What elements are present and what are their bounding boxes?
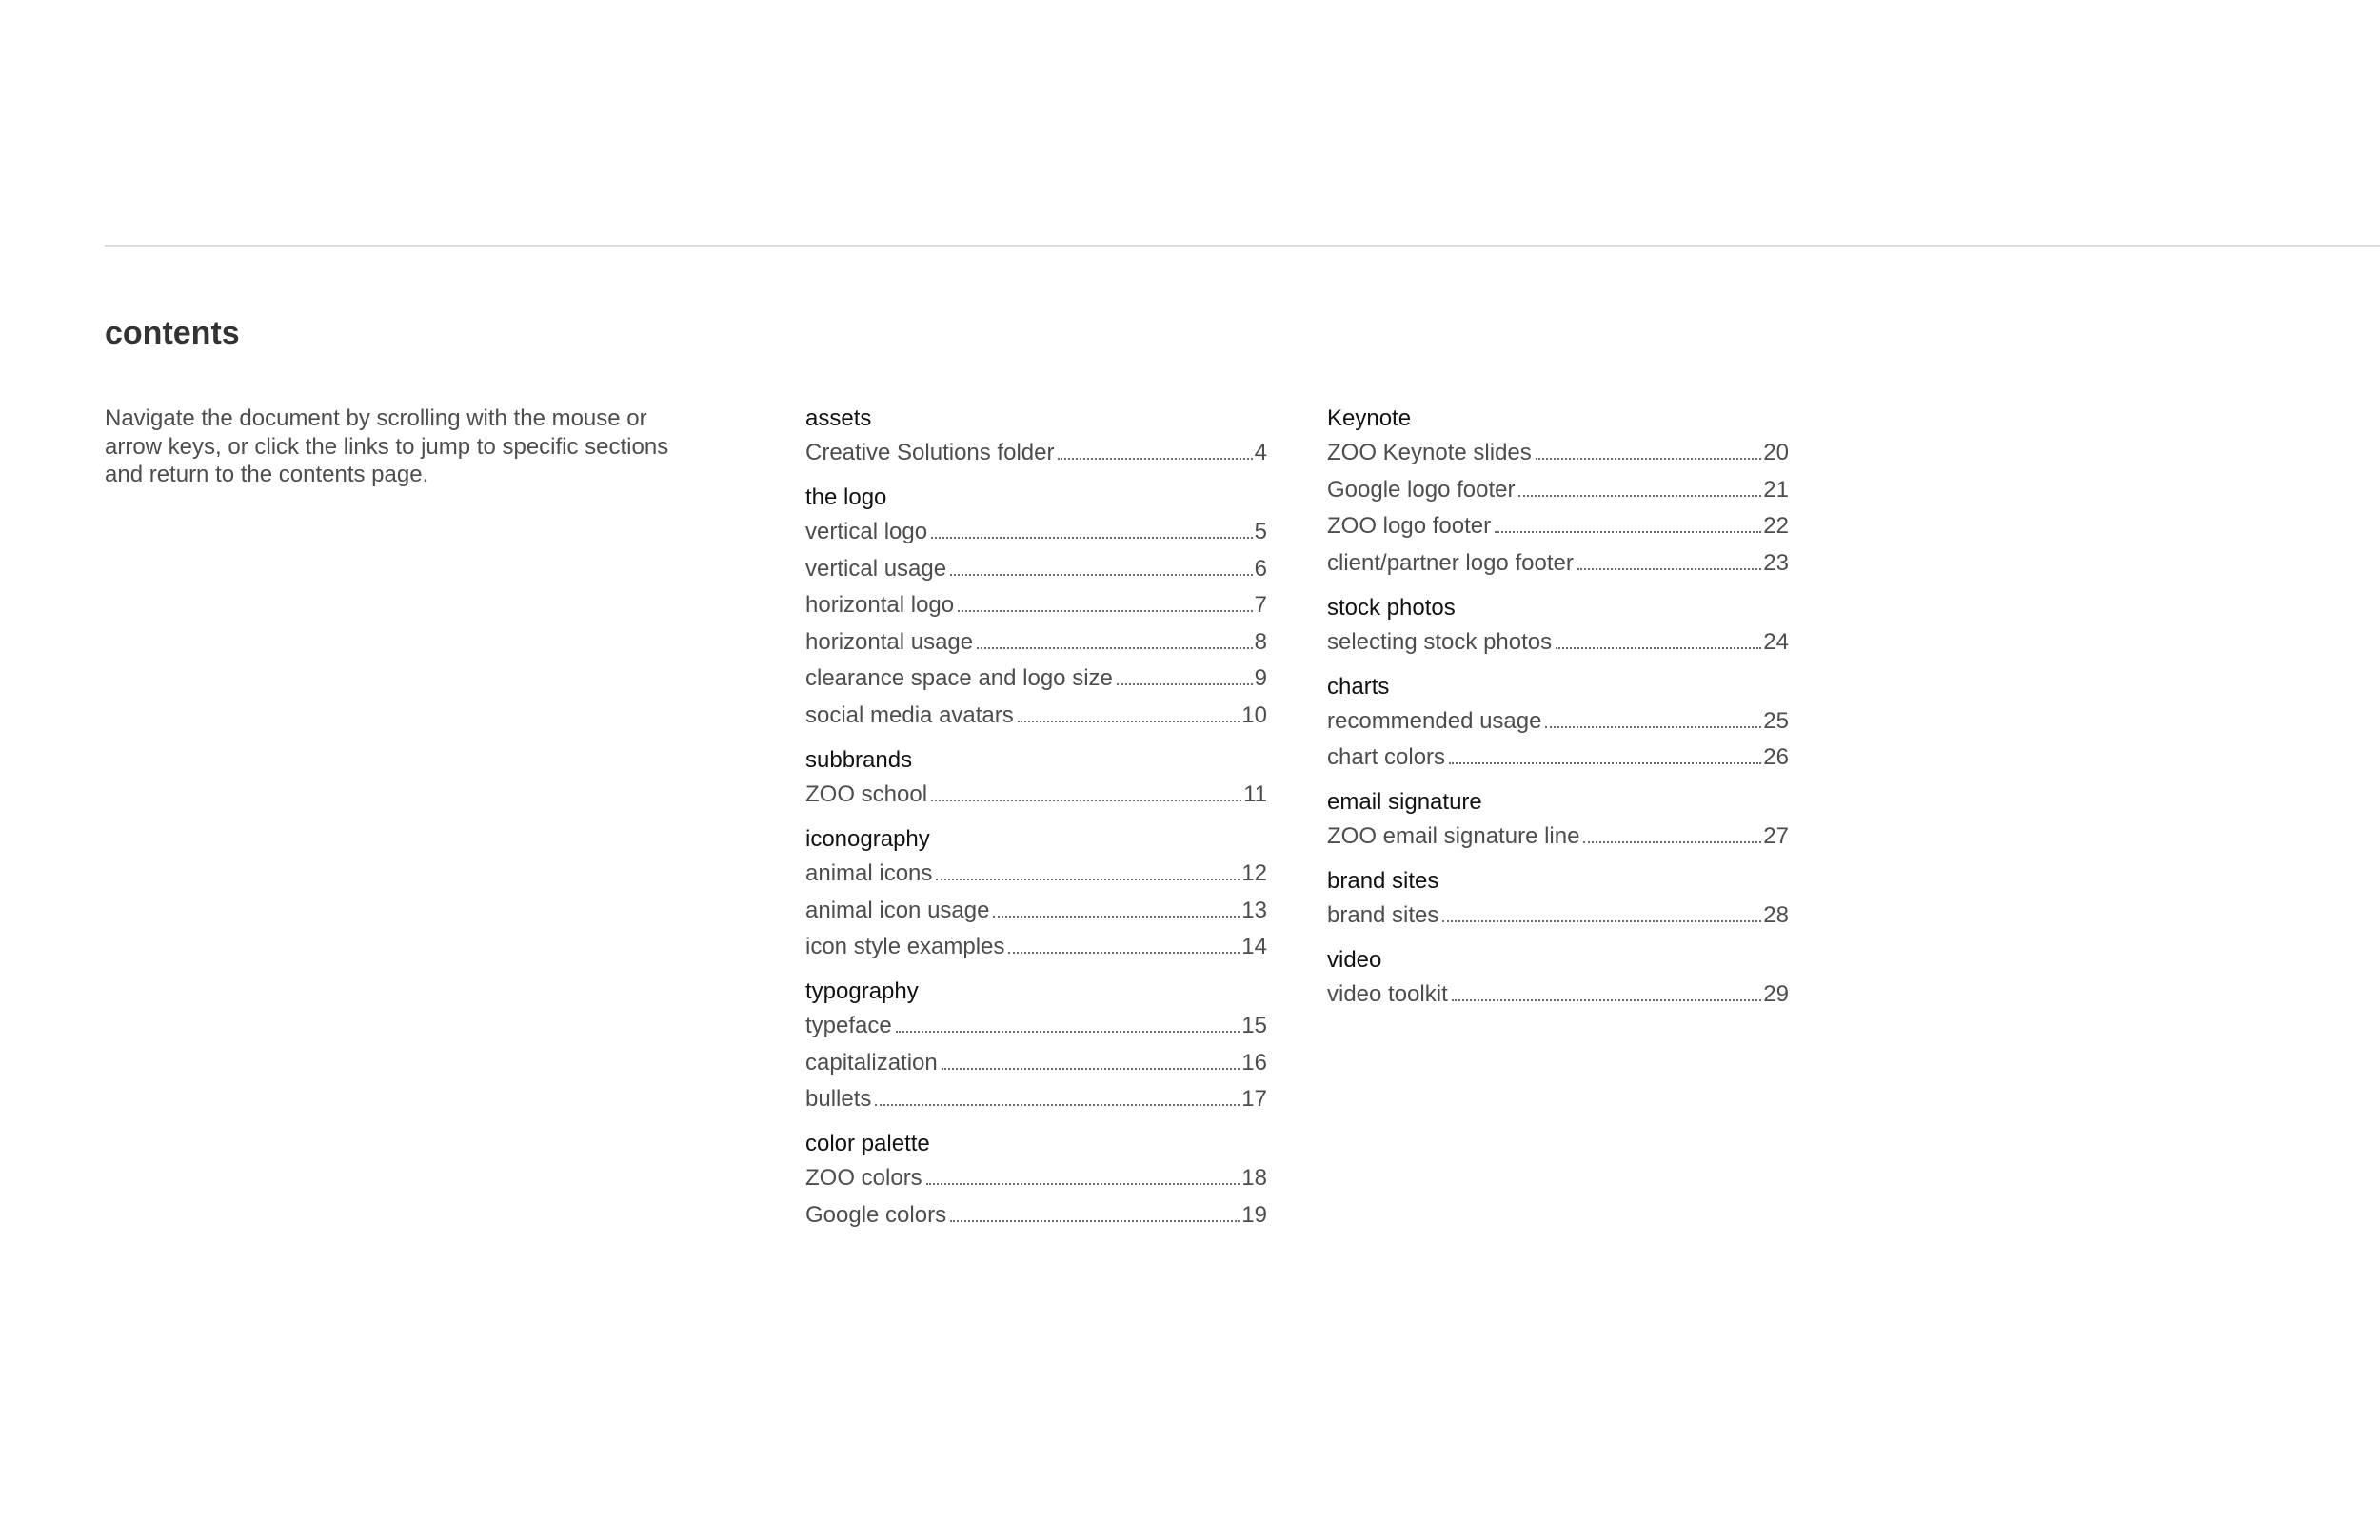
dot-leader [1018,721,1240,722]
toc-page-number: 14 [1241,934,1267,960]
dot-leader [1008,952,1240,954]
toc-page-number: 25 [1763,707,1789,734]
dot-leader [942,1068,1240,1070]
dot-leader [896,1031,1240,1033]
toc-section-title: iconography [805,825,930,852]
toc-section-title: stock photos [1327,594,1456,621]
dot-leader [1518,495,1761,497]
toc-entry-label: ZOO colors [805,1165,922,1192]
dot-leader [1556,647,1761,649]
toc-entry-label: Creative Solutions folder [805,440,1055,465]
toc-link-client-partner-logo-footer[interactable] [1327,549,1789,577]
toc-entry-label: Google colors [805,1201,947,1228]
dot-leader [1495,531,1761,533]
toc-section-subbrands [805,746,1267,808]
toc-link-horizontal-usage[interactable] [805,628,1267,656]
toc-link-recommended-usage[interactable] [1327,707,1789,735]
toc-entry-label: social media avatars [805,701,1014,728]
toc-entry-label: horizontal usage [805,628,974,655]
dot-leader [1442,920,1761,922]
dot-leader [875,1104,1240,1106]
toc-entry-label: vertical logo [805,519,928,544]
toc-link-selecting-stock-photos[interactable] [1327,628,1789,656]
toc-page-number: 18 [1241,1165,1267,1192]
toc-section-keynote [1327,405,1789,577]
toc-section-title: charts [1327,673,1390,700]
toc-entry-label: ZOO logo footer [1327,513,1492,540]
toc-section-title: subbrands [805,746,913,773]
toc-link-zoo-keynote-slides[interactable] [1327,439,1789,466]
dot-leader [1449,762,1761,764]
toc-link-bullets[interactable] [805,1085,1267,1113]
dot-leader [950,574,1253,576]
toc-page-number: 27 [1763,823,1789,850]
toc-entry-label: typeface [805,1013,892,1039]
dot-leader [1577,568,1761,570]
dot-leader [1452,999,1762,1001]
toc-column-left [805,405,1267,1246]
toc-page-number: 9 [1254,665,1267,692]
toc-link-vertical-usage[interactable] [805,555,1267,582]
toc-section-title: typography [805,978,919,1005]
toc-page-number: 15 [1241,1013,1267,1039]
toc-page-number: 16 [1241,1049,1267,1076]
toc-entry-label: chart colors [1327,744,1446,771]
toc-page-number: 29 [1763,981,1789,1008]
toc-entry-label: capitalization [805,1049,938,1076]
dot-leader [1545,726,1761,728]
toc-entry-label: icon style examples [805,934,1005,960]
toc-link-zoo-email-signature-line[interactable] [1327,822,1789,850]
toc-page-number: 28 [1763,902,1789,929]
toc-page-number: 13 [1241,897,1267,923]
toc-entry-label: ZOO school [805,780,928,807]
toc-entry-label: clearance space and logo size [805,665,1113,692]
toc-page-number: 21 [1763,476,1789,503]
toc-entry-label: client/partner logo footer [1327,549,1574,576]
toc-link-creative-solutions-folder[interactable] [805,439,1267,466]
toc-page-number: 11 [1243,780,1267,807]
toc-column-right [1327,405,1789,1025]
toc-section-title: brand sites [1327,868,1439,895]
toc-section-video [1327,946,1789,1008]
toc-page-number: 5 [1254,519,1267,544]
toc-link-icon-style-examples[interactable] [805,933,1267,960]
dot-leader [931,537,1253,539]
toc-section-color-palette [805,1130,1267,1229]
toc-link-chart-colors[interactable] [1327,743,1789,771]
toc-link-zoo-logo-footer[interactable] [1327,512,1789,540]
dot-leader [1058,458,1252,460]
toc-page-number: 22 [1763,513,1789,540]
dot-leader [977,647,1253,649]
toc-link-zoo-colors[interactable] [805,1164,1267,1192]
toc-page-number: 26 [1763,744,1789,771]
toc-link-social-media-avatars[interactable] [805,701,1267,729]
dot-leader [936,879,1240,880]
toc-link-video-toolkit[interactable] [1327,980,1789,1008]
toc-page-number: 4 [1254,440,1267,465]
toc-entry-label: animal icons [805,859,933,886]
dot-leader [1583,841,1761,843]
header-divider [105,245,2380,247]
toc-page-number: 19 [1241,1201,1267,1228]
toc-section-brand-sites [1327,867,1789,929]
dot-leader [1536,458,1762,460]
toc-page-number: 20 [1763,440,1789,465]
toc-section-title: video [1327,947,1382,974]
toc-entry-label: bullets [805,1086,872,1113]
dot-leader [926,1183,1240,1185]
toc-entry-label: selecting stock photos [1327,628,1553,655]
toc-entry-label: recommended usage [1327,707,1542,734]
toc-section-title: email signature [1327,789,1482,816]
toc-entry-label: animal icon usage [805,897,990,923]
toc-page-number: 17 [1241,1086,1267,1113]
toc-link-zoo-school[interactable] [805,780,1267,808]
toc-link-brand-sites[interactable] [1327,901,1789,929]
toc-link-animal-icon-usage[interactable] [805,897,1267,924]
toc-section-title: assets [805,405,872,431]
toc-link-google-colors[interactable] [805,1201,1267,1229]
toc-section-the-logo [805,484,1267,729]
toc-entry-label: brand sites [1327,902,1439,929]
toc-link-google-logo-footer[interactable] [1327,476,1789,503]
toc-page-number: 6 [1254,555,1267,582]
toc-entry-label: horizontal logo [805,592,955,619]
toc-link-vertical-logo[interactable] [805,518,1267,545]
toc-link-horizontal-logo[interactable] [805,591,1267,619]
toc-entry-label: ZOO Keynote slides [1327,440,1532,465]
dot-leader [958,610,1253,612]
toc-section-charts [1327,673,1789,772]
dot-leader [1117,683,1253,685]
toc-page-number: 7 [1254,592,1267,619]
toc-page-number: 10 [1241,701,1267,728]
toc-section-typography [805,977,1267,1113]
toc-section-email-signature [1327,788,1789,850]
toc-section-title: color palette [805,1131,930,1157]
toc-page-number: 12 [1241,859,1267,886]
toc-page-number: 23 [1763,549,1789,576]
toc-link-animal-icons[interactable] [805,859,1267,887]
toc-page-number: 8 [1254,628,1267,655]
intro-text: Navigate the document by scrolling with the mouse or arrow keys, or click the links to jump to specific sections and return to the contents page. [105,405,669,487]
toc-section-stock-photos [1327,594,1789,656]
toc-page-number: 24 [1763,628,1789,655]
dot-leader [993,916,1240,918]
toc-section-title: Keynote [1327,405,1412,431]
dot-leader [931,800,1241,801]
page-title: contents [105,315,240,351]
toc-section-assets [805,405,1267,466]
toc-entry-label: video toolkit [1327,981,1448,1008]
toc-entry-label: Google logo footer [1327,476,1516,503]
toc-section-iconography [805,825,1267,960]
toc-section-title: the logo [805,484,887,510]
toc-link-typeface[interactable] [805,1012,1267,1039]
toc-entry-label: ZOO email signature line [1327,823,1580,850]
toc-entry-label: vertical usage [805,555,947,582]
toc-link-capitalization[interactable] [805,1049,1267,1076]
toc-link-clearance-space-and-logo-size[interactable] [805,664,1267,692]
dot-leader [950,1220,1240,1222]
